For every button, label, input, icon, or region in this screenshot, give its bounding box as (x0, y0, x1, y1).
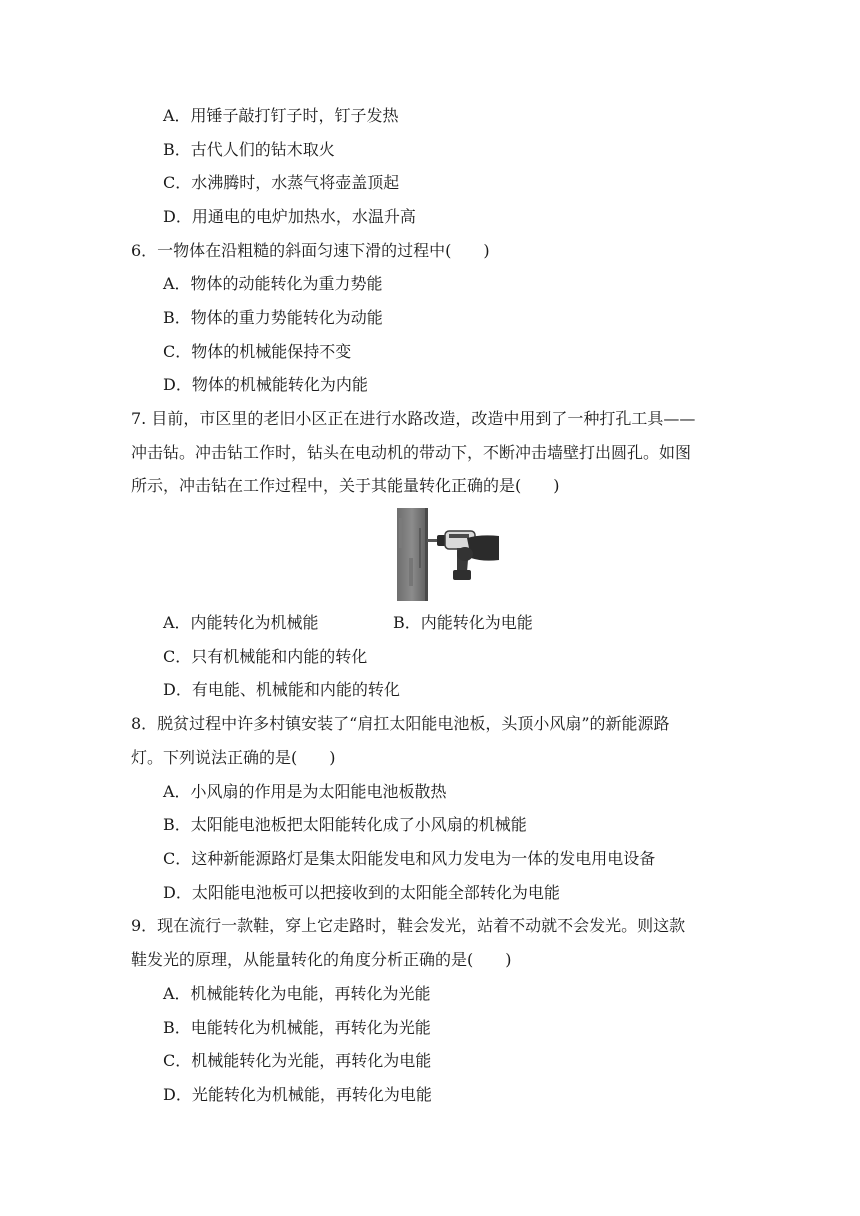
q9-option-c: C．机械能转化为光能，再转化为电能 (163, 1051, 432, 1070)
q7-stem-line-2: 冲击钻。冲击钻工作时，钻头在电动机的带动下，不断冲击墙壁打出圆孔。如图 (131, 443, 692, 462)
q8-stem-line-2: 灯。下列说法正确的是( ) (131, 748, 336, 767)
q8-option-a: A．小风扇的作用是为太阳能电池板散热 (163, 782, 447, 801)
q5-option-a: A．用锤子敲打钉子时，钉子发热 (163, 106, 399, 125)
q7-option-b: B．内能转化为电能 (393, 613, 533, 632)
impact-drill-illustration (397, 508, 499, 601)
q6-option-b: B．物体的重力势能转化为动能 (163, 308, 383, 327)
q7-option-d: D．有电能、机械能和内能的转化 (163, 680, 400, 699)
q8-option-d: D．太阳能电池板可以把接收到的太阳能全部转化为电能 (163, 883, 560, 902)
q8-stem-line-1: 8．脱贫过程中许多村镇安装了“肩扛太阳能电池板，头顶小风扇”的新能源路 (131, 714, 670, 733)
q6-option-a: A．物体的动能转化为重力势能 (163, 274, 383, 293)
q7-option-c: C．只有机械能和内能的转化 (163, 647, 368, 666)
q9-stem-line-1: 9．现在流行一款鞋，穿上它走路时，鞋会发光，站着不动就不会发光。则这款 (131, 916, 686, 935)
q5-option-c: C．水沸腾时，水蒸气将壶盖顶起 (163, 173, 400, 192)
q6-option-c: C．物体的机械能保持不变 (163, 342, 352, 361)
q5-option-b: B．古代人们的钻木取火 (163, 140, 335, 159)
q8-option-c: C．这种新能源路灯是集太阳能发电和风力发电为一体的发电用电设备 (163, 849, 656, 868)
q9-option-d: D．光能转化为机械能，再转化为电能 (163, 1085, 432, 1104)
impact-drill-photo (397, 508, 499, 601)
q9-option-a: A．机械能转化为电能，再转化为光能 (163, 984, 431, 1003)
q7-stem-line-3: 所示，冲击钻在工作过程中，关于其能量转化正确的是( ) (131, 476, 560, 495)
q6-option-d: D．物体的机械能转化为内能 (163, 375, 368, 394)
q9-option-b: B．电能转化为机械能，再转化为光能 (163, 1018, 431, 1037)
q7-option-a: A．内能转化为机械能 (163, 613, 319, 632)
q9-stem-line-2: 鞋发光的原理，从能量转化的角度分析正确的是( ) (131, 950, 512, 969)
q7-stem-line-1: 7. 目前，市区里的老旧小区正在进行水路改造，改造中用到了一种打孔工具—— (131, 409, 696, 428)
q8-option-b: B．太阳能电池板把太阳能转化成了小风扇的机械能 (163, 815, 527, 834)
q5-option-d: D．用通电的电炉加热水，水温升高 (163, 207, 416, 226)
q6-stem: 6．一物体在沿粗糙的斜面匀速下滑的过程中( ) (131, 241, 490, 260)
